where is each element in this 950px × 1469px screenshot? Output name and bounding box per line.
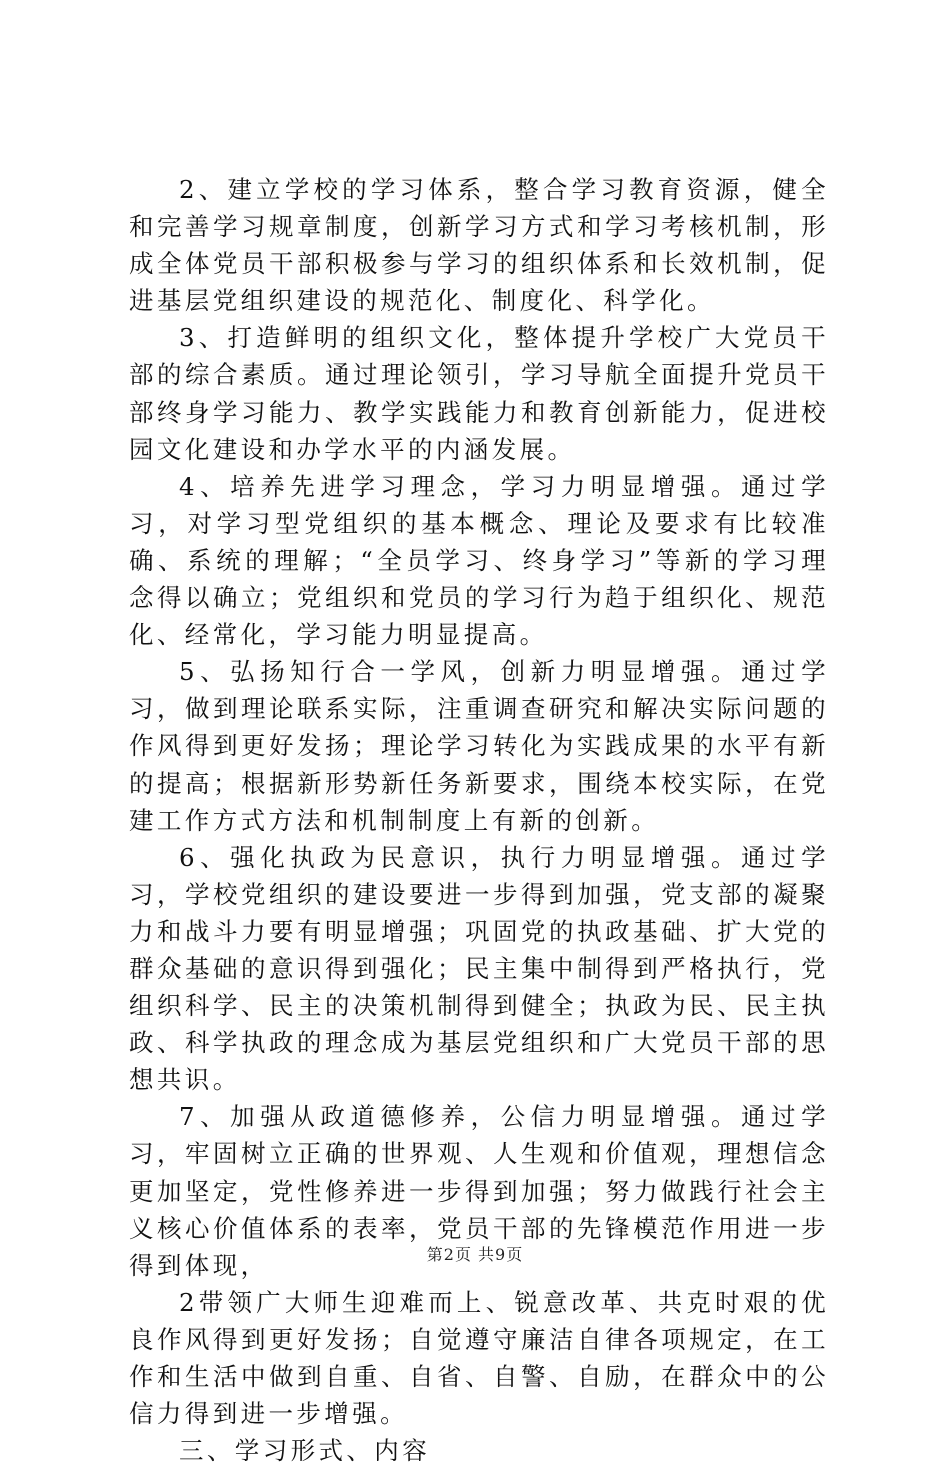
- paragraph-item-6: 6、强化执政为民意识，执行力明显增强。通过学习，学校党组织的建设要进一步得到加强，党支部的凝聚力和战斗力要有明显增强；巩固党的执政基础、扩大党的群众基础的意识得到强化；民主集中制得到严格执行，党组织科学、民主的决策机制得到健全；执政为民、民主执政、科学执政的理念成为基层党组织和广大党员干部的思想共识。: [129, 842, 829, 1095]
- section-heading: 三、学习形式、内容: [179, 1436, 431, 1466]
- document-body: [129, 171, 829, 1469]
- page-number-footer: 第2页 共9页: [426, 1245, 524, 1264]
- paragraph-item-5: 5、弘扬知行合一学风，创新力明显增强。通过学习，做到理论联系实际，注重调查研究和解决实际问题的作风得到更好发扬；理论学习转化为实践成果的水平有新的提高；根据新形势新任务新要求，围绕本校实际，在党建工作方式方法和机制制度上有新的创新。: [129, 657, 829, 835]
- paragraph-item-4: 4、培养先进学习理念，学习力明显增强。通过学习，对学习型党组织的基本概念、理论及要求有比较准确、系统的理解；“全员学习、终身学习”等新的学习理念得以确立；党组织和党员的学习行为趋于组织化、规范化、经常化，学习能力明显提高。: [129, 471, 829, 650]
- paragraph-item-7: 7、加强从政道德修养，公信力明显增强。通过学习，牢固树立正确的世界观、人生观和价值观，理想信念更加坚定，党性修养进一步得到加强；努力做践行社会主义核心价值体系的表率，党员干部的先锋模范作用进一步得到体现，: [129, 1102, 829, 1280]
- paragraph-continuation: 2带领广大师生迎难而上、锐意改革、共克时艰的优良作风得到更好发扬；自觉遵守廉洁自律各项规定，在工作和生活中做到自重、自省、自警、自励，在群众中的公信力得到进一步增强。: [129, 1287, 829, 1429]
- paragraph-item-3: 3、打造鲜明的组织文化，整体提升学校广大党员干部的综合素质。通过理论领引，学习导航全面提升党员干部终身学习能力、教学实践能力和教育创新能力，促进校园文化建设和办学水平的内涵发展。: [129, 323, 829, 464]
- paragraph-item-2: 2、建立学校的学习体系，整合学习教育资源，健全和完善学习规章制度，创新学习方式和学习考核机制，形成全体党员干部积极参与学习的组织体系和长效机制，促进基层党组织建设的规范化、制度化、科学化。: [129, 175, 829, 316]
